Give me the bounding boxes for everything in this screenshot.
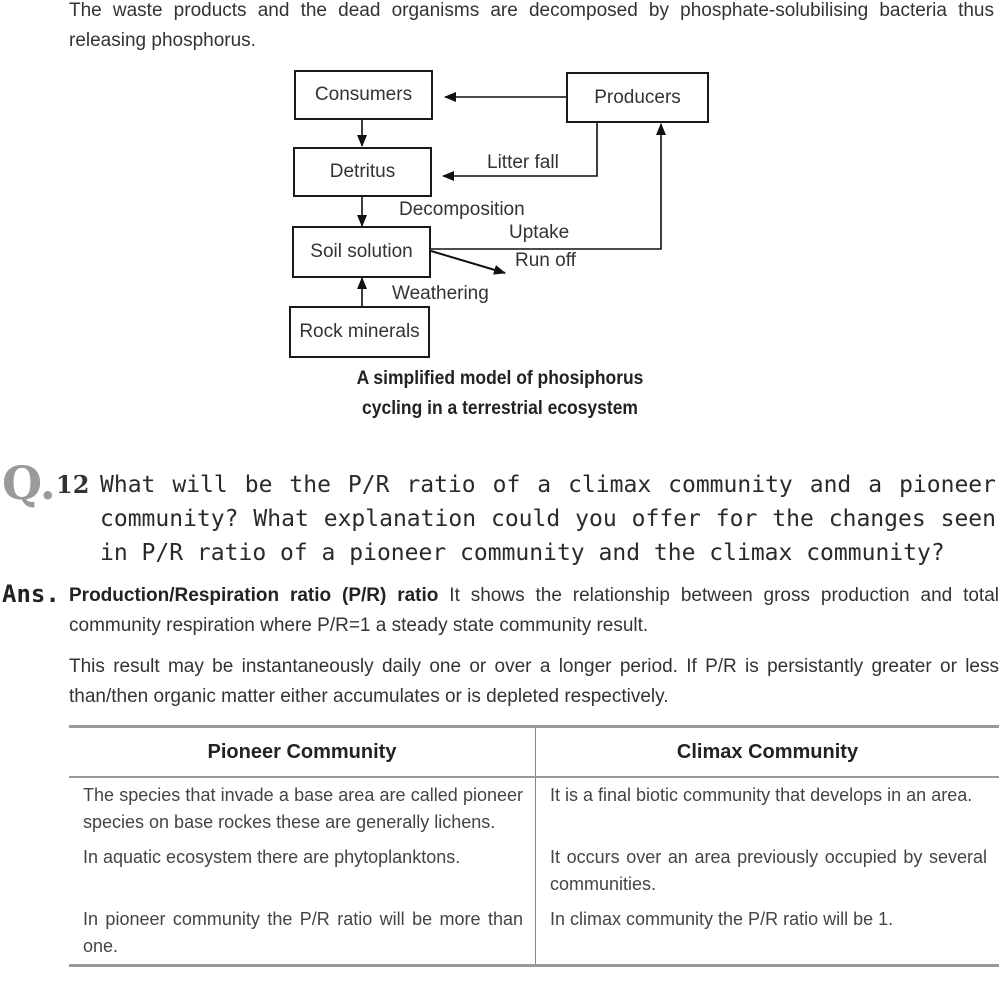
answer-definition: It shows the relationship between gross production and total community respiration where P/R=1 a steady state community result. xyxy=(69,585,999,636)
box-consumers: Consumers xyxy=(294,70,433,120)
intro-paragraph: The waste products and the dead organisms are decomposed by phosphate-solubilising bacteria thus releasing phosphorus. xyxy=(69,0,994,51)
label-weathering: Weathering xyxy=(392,283,489,304)
table-cell: The species that invade a base area are called pioneer species on base rockes these are generally lichens. xyxy=(83,785,523,832)
table-row xyxy=(69,902,999,966)
label-run-off: Run off xyxy=(515,250,576,271)
answer-paragraph-1 xyxy=(69,581,999,641)
label-litter-fall: Litter fall xyxy=(487,152,559,173)
question-mark: Q. xyxy=(2,456,56,510)
box-producers: Producers xyxy=(566,72,709,123)
header-pioneer: Pioneer Community xyxy=(207,740,397,763)
table-cell: It occurs over an area previously occupied by several communities. xyxy=(536,840,999,902)
box-rock-minerals: Rock minerals xyxy=(289,306,430,358)
table-cell: In pioneer community the P/R ratio will be more than one. xyxy=(83,909,523,956)
label-decomposition: Decomposition xyxy=(399,199,525,220)
table-row xyxy=(69,840,999,902)
comparison-table xyxy=(69,725,999,967)
question-number: 12 xyxy=(56,470,90,499)
header-climax: Climax Community xyxy=(536,727,999,778)
answer-label: Ans. xyxy=(2,580,60,608)
diagram-caption-line1: A simplified model of phosiphorus xyxy=(356,368,644,389)
diagram-caption-line2: cycling in a terrestrial ecosystem xyxy=(362,398,638,419)
box-soil-solution: Soil solution xyxy=(292,226,431,278)
table-cell: It is a final biotic community that develops in an area. xyxy=(536,777,999,840)
answer-term: Production/Respiration ratio (P/R) ratio xyxy=(69,585,439,606)
table-cell: In climax community the P/R ratio will be 1. xyxy=(536,902,999,966)
table-cell: In aquatic ecosystem there are phytoplanktons. xyxy=(83,847,461,867)
answer-paragraph-2: This result may be instantaneously daily one or over a longer period. If P/R is persistantly greater or less than/then organic matter either accumulates or is depleted respectively. xyxy=(69,656,999,707)
box-detritus: Detritus xyxy=(293,147,432,197)
label-uptake: Uptake xyxy=(509,222,570,243)
arrow-run-off xyxy=(431,251,505,273)
table-header-row xyxy=(69,727,999,778)
question-text: What will be the P/R ratio of a climax community and a pioneer community? What explanation could you offer for the changes seen in P/R ratio of a pioneer community and the climax community? xyxy=(100,472,996,566)
table-row xyxy=(69,777,999,840)
